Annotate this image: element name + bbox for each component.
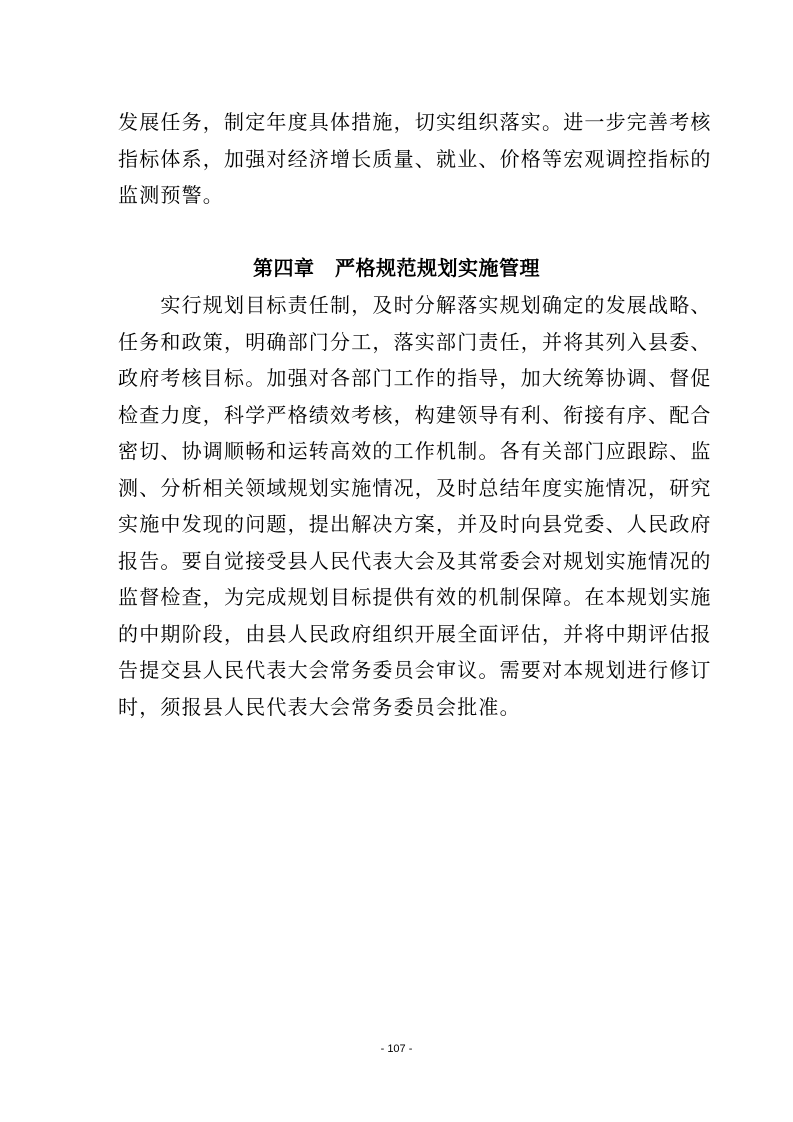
paragraph-line: 监督检查，为完成规划目标提供有效的机制保障。在本规划实施: [118, 585, 712, 609]
intro-paragraph: [118, 104, 712, 214]
paragraph-line: 的中期阶段，由县人民政府组织开展全面评估，并将中期评估报: [118, 621, 712, 646]
paragraph-line: 检查力度，科学严格绩效考核，构建领导有利、衔接有序、配合: [118, 402, 712, 427]
paragraph-line: 政府考核目标。加强对各部门工作的指导，加大统筹协调、督促: [118, 366, 712, 390]
paragraph-line: 任务和政策，明确部门分工，落实部门责任，并将其列入县委、: [118, 329, 712, 354]
paragraph-line: 监测预警。: [118, 183, 224, 207]
page-number: - 107 -: [380, 1043, 413, 1055]
paragraph-line: 实行规划目标责任制，及时分解落实规划确定的发展战略、: [118, 293, 712, 317]
paragraph-line: 报告。要自觉接受县人民代表大会及其常委会对规划实施情况的: [118, 548, 712, 573]
paragraph-line: 密切、协调顺畅和运转高效的工作机制。各有关部门应跟踪、监: [118, 439, 712, 463]
paragraph-line: 告提交县人民代表大会常务委员会审议。需要对本规划进行修订: [118, 658, 712, 682]
paragraph-line: 测、分析相关领域规划实施情况，及时总结年度实施情况，研究: [118, 475, 712, 500]
paragraph-line: 发展任务，制定年度具体措施，切实组织落实。进一步完善考核: [118, 110, 712, 134]
paragraph-line: 实施中发现的问题，提出解决方案，并及时向县党委、人民政府: [118, 512, 712, 536]
paragraph-line: 指标体系，加强对经济增长质量、就业、价格等宏观调控指标的: [118, 146, 712, 171]
paragraph-line: 时，须报县人民代表大会常务委员会批准。: [118, 694, 521, 719]
main-paragraph: [118, 287, 712, 725]
chapter-title: 第四章 严格规范规划实施管理: [253, 256, 540, 280]
